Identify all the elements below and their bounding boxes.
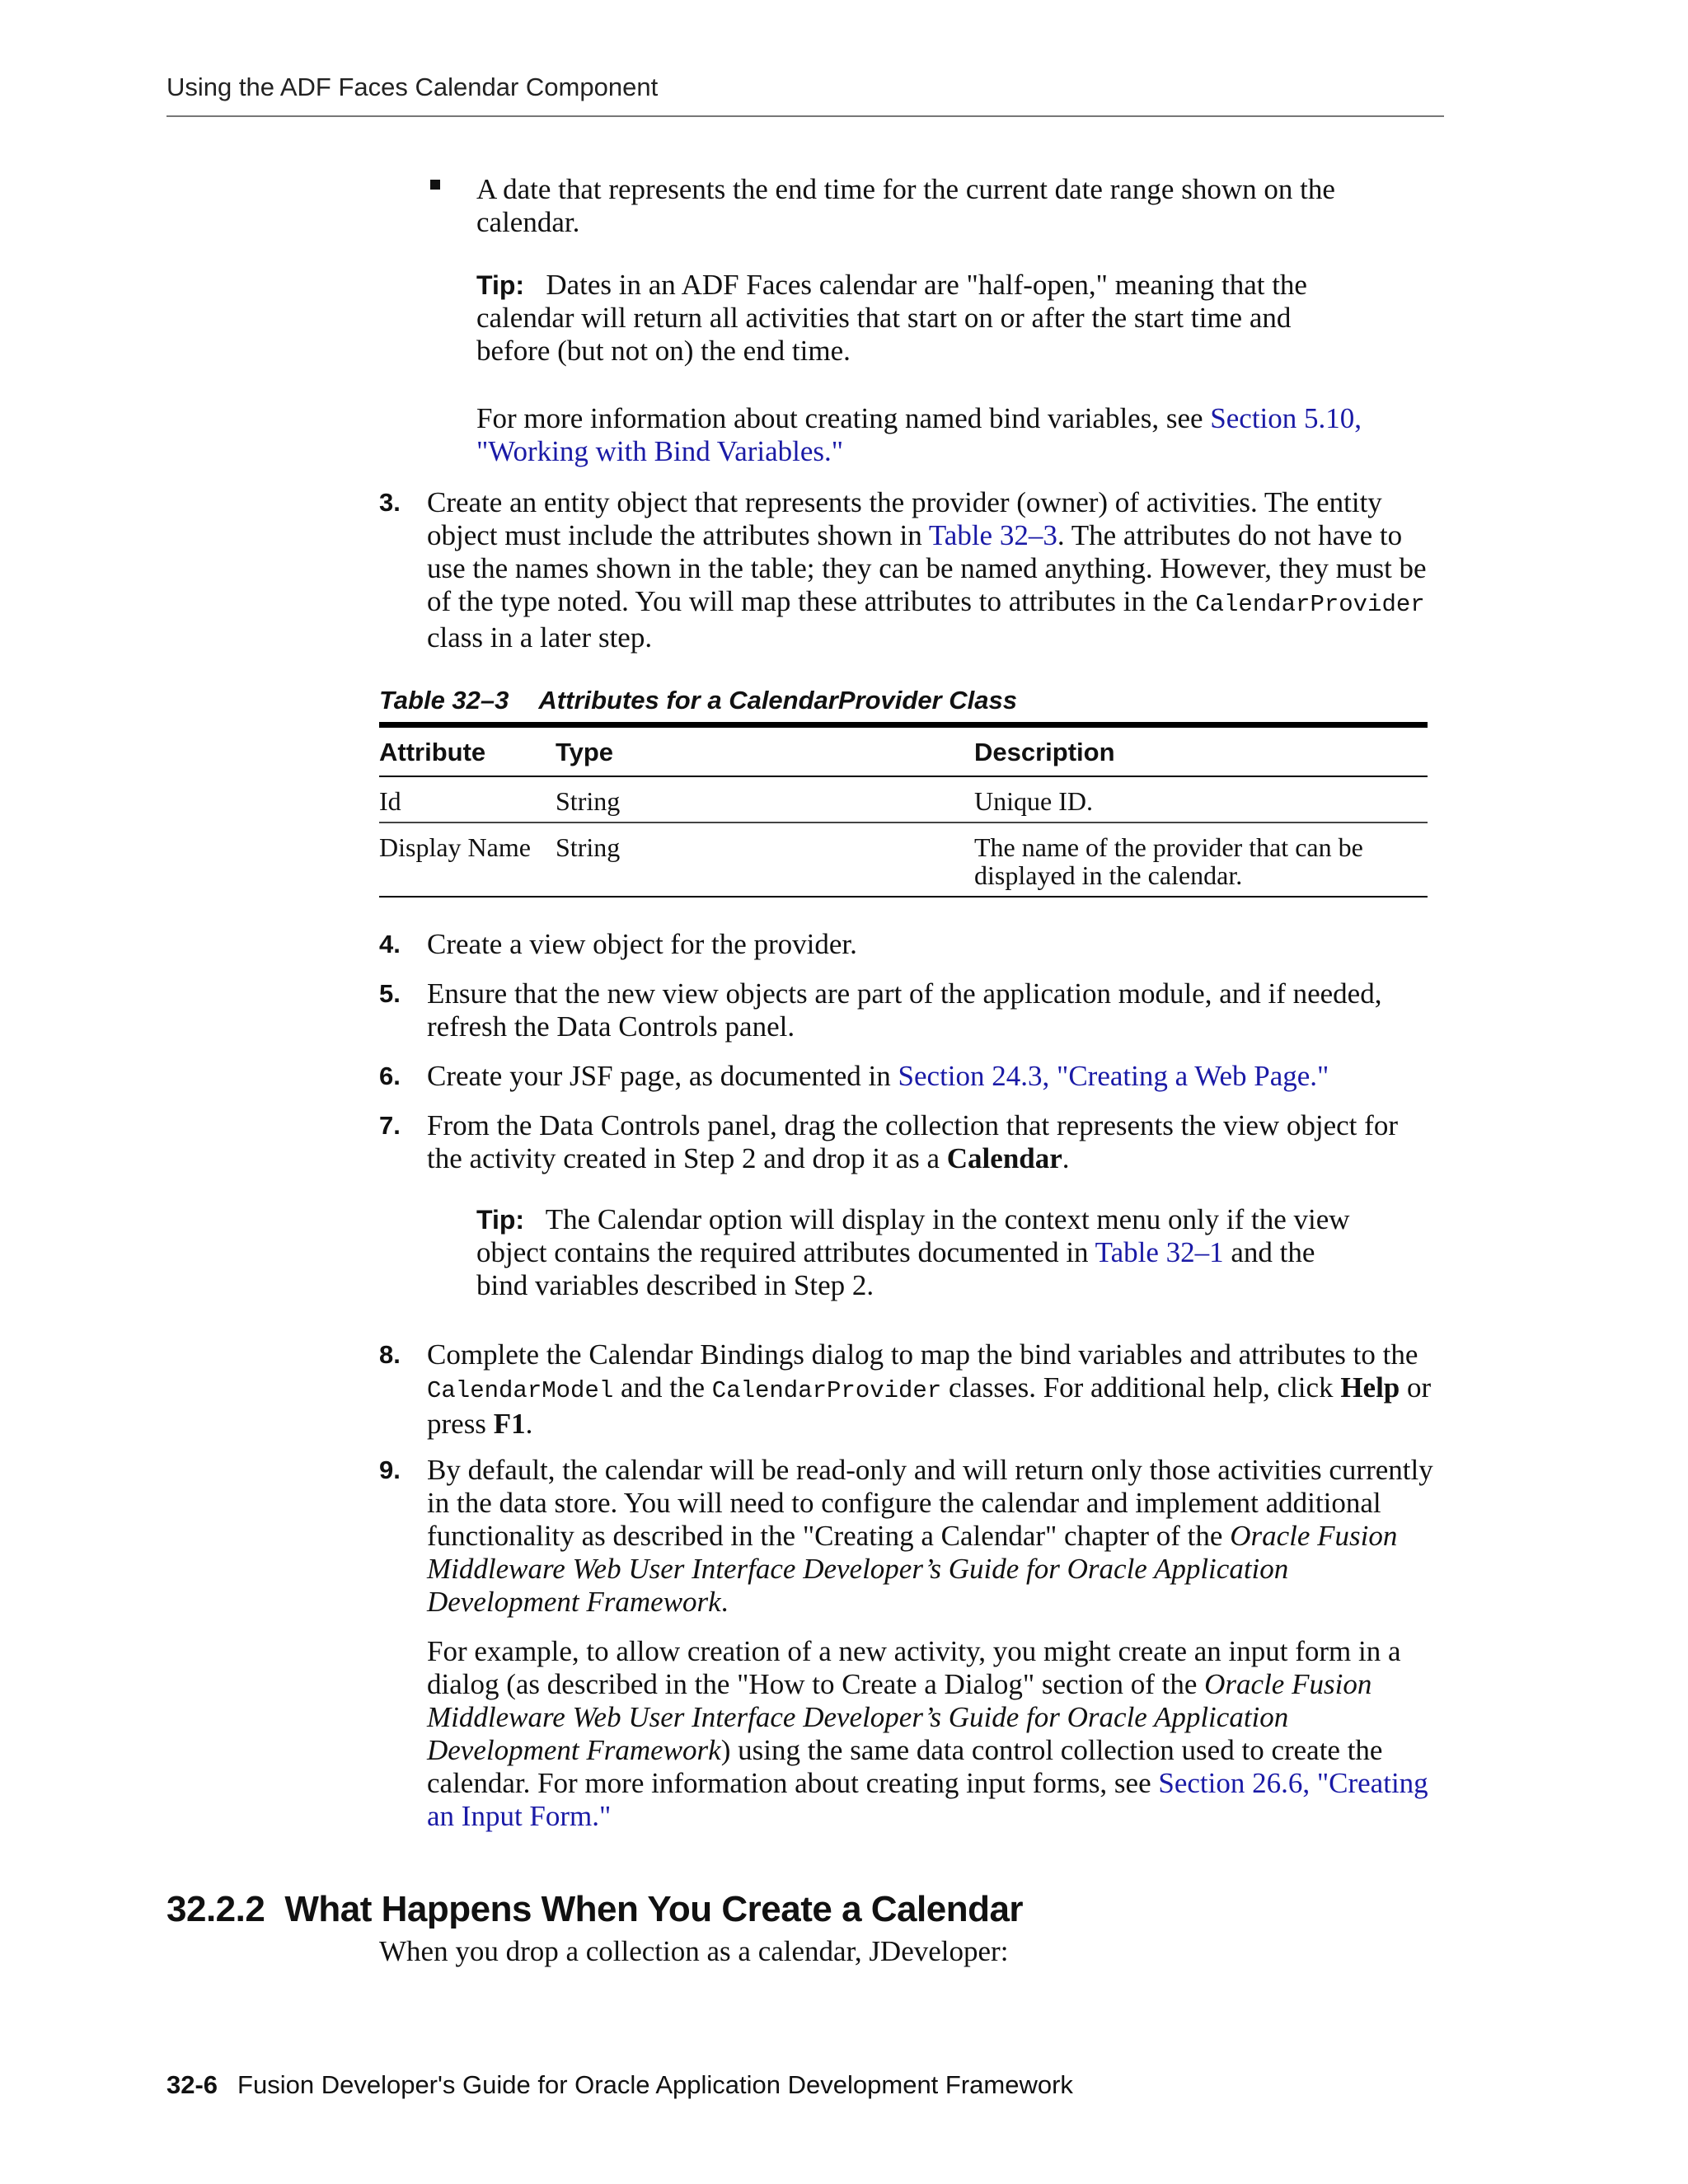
step-text: Create your JSF page, as documented in [427,1060,898,1092]
table-row [379,823,1428,897]
tip-text: Dates in an ADF Faces calendar are "half-open," meaning that the calendar will return all activities that start on or after the start time and before (but not on) the end time. [476,269,1307,367]
step-9-example-paragraph [427,1635,1441,1833]
step-text: ) using the same data control collection used to create the calendar. For more information about creating input forms, see [427,1734,1383,1799]
step-number: 9. [379,1455,401,1484]
tip-label: Tip: [476,1205,525,1235]
step-text: From the Data Controls panel, drag the collection that represents the view object for the activity created in Step 2 and drop it as a [427,1109,1398,1174]
table-header-row [379,725,1428,777]
section-number: 32.2.2 [166,1889,265,1929]
section-intro: When you drop a collection as a calendar, JDeveloper: [379,1935,1009,1967]
table-row [379,776,1428,823]
step-8-text [427,1338,1441,1441]
step-6-text [427,1060,1432,1093]
step-number: 6. [379,1062,401,1090]
step-text: Create an entity object that represents the provider (owner) of activities. The entity object must include the attributes shown in [427,486,1382,551]
step-number: 4. [379,930,401,958]
step-text: and the [613,1371,712,1404]
bold-help: Help [1340,1371,1400,1404]
table-32-3-link[interactable]: Table 32–3 [928,519,1057,551]
table-caption-number: Table 32–3 [379,686,509,715]
cell-type: String [556,786,621,816]
italic-guide-title: Oracle Fusion Middleware Web User Interface Developer’s Guide for Oracle Application Development Framework [427,1668,1372,1766]
column-header-attribute: Attribute [379,738,486,766]
more-info-text: For more information about creating named bind variables, see [476,402,1211,434]
tip-note-1 [476,269,1350,368]
code-calendar-model: CalendarModel [427,1377,614,1404]
italic-guide-title: Oracle Fusion Middleware Web User Interface Developer’s Guide for Oracle Application Development Framework [427,1520,1398,1618]
bullet-text: A date that represents the end time for the current date range shown on the calendar. [476,173,1335,238]
code-calendar-provider: CalendarProvider [711,1377,942,1404]
step-text: Complete the Calendar Bindings dialog to map the bind variables and attributes to the [427,1338,1418,1371]
step-3-text [427,486,1432,654]
page-number: 32-6 [166,2070,218,2099]
column-header-description: Description [974,738,1115,766]
running-header: Using the ADF Faces Calendar Component [166,73,659,101]
table-32-1-link[interactable]: Table 32–1 [1095,1236,1224,1268]
cell-attribute: Id [379,786,401,816]
step-text: classes. For additional help, click [941,1371,1341,1404]
code-calendar-provider: CalendarProvider [1195,591,1425,618]
step-7-text [427,1109,1432,1175]
step-text: class in a later step. [427,621,653,654]
step-number: 5. [379,979,401,1008]
cell-type: String [556,832,621,862]
footer-title: Fusion Developer's Guide for Oracle Application Development Framework [237,2070,1073,2099]
tip-label: Tip: [476,270,525,300]
step-5-text: Ensure that the new view objects are part of the application module, and if needed, refresh the Data Controls panel. [427,977,1382,1043]
header-rule [166,115,1444,117]
bold-f1: F1 [493,1408,526,1440]
step-text: For example, to allow creation of a new activity, you might create an input form in a dialog (as described in the "How to Create a Dialog" section of the [427,1635,1401,1700]
tip-text: and the bind variables described in Step 2. [476,1236,1315,1301]
cell-description: Unique ID. [974,786,1093,816]
page-footer [166,2070,1073,2100]
table-caption-title: Attributes for a CalendarProvider Class [538,686,1017,715]
cell-description: The name of the provider that can be displayed in the calendar. [974,832,1363,890]
section-heading [166,1889,1023,1930]
column-header-type: Type [556,738,614,766]
cell-attribute: Display Name [379,832,531,862]
bold-calendar: Calendar [946,1142,1062,1174]
attributes-table [379,722,1428,898]
more-info-paragraph [476,402,1432,468]
step-text: . [1062,1142,1070,1174]
table-caption [379,686,1017,715]
step-text: . [525,1408,533,1440]
section-24-3-link[interactable]: Section 24.3, "Creating a Web Page." [898,1060,1329,1092]
step-number: 8. [379,1340,401,1369]
step-text: . The attributes do not have to use the names shown in the table; they can be named anything. However, they must be of the type noted. You will map these attributes to attributes in the [427,519,1427,617]
step-number: 7. [379,1111,401,1140]
bullet-square-icon [430,180,440,190]
step-9-text [427,1454,1441,1619]
step-number: 3. [379,488,401,517]
tip-text: The Calendar option will display in the context menu only if the view object contains the required attributes documented in [476,1203,1350,1268]
step-text: or press [427,1371,1432,1440]
step-text: By default, the calendar will be read-only and will return only those activities currently in the data store. You will need to configure the calendar and implement additional functionality as described in the "Creating a Calendar" chapter of the [427,1454,1433,1552]
tip-note-2 [476,1203,1358,1302]
section-26-6-link[interactable]: Section 26.6, "Creating an Input Form." [427,1767,1428,1832]
section-5-10-link[interactable]: Section 5.10, "Working with Bind Variables." [476,402,1362,467]
step-text: . [720,1586,729,1618]
section-title: What Happens When You Create a Calendar [284,1889,1024,1929]
step-4-text: Create a view object for the provider. [427,928,857,960]
